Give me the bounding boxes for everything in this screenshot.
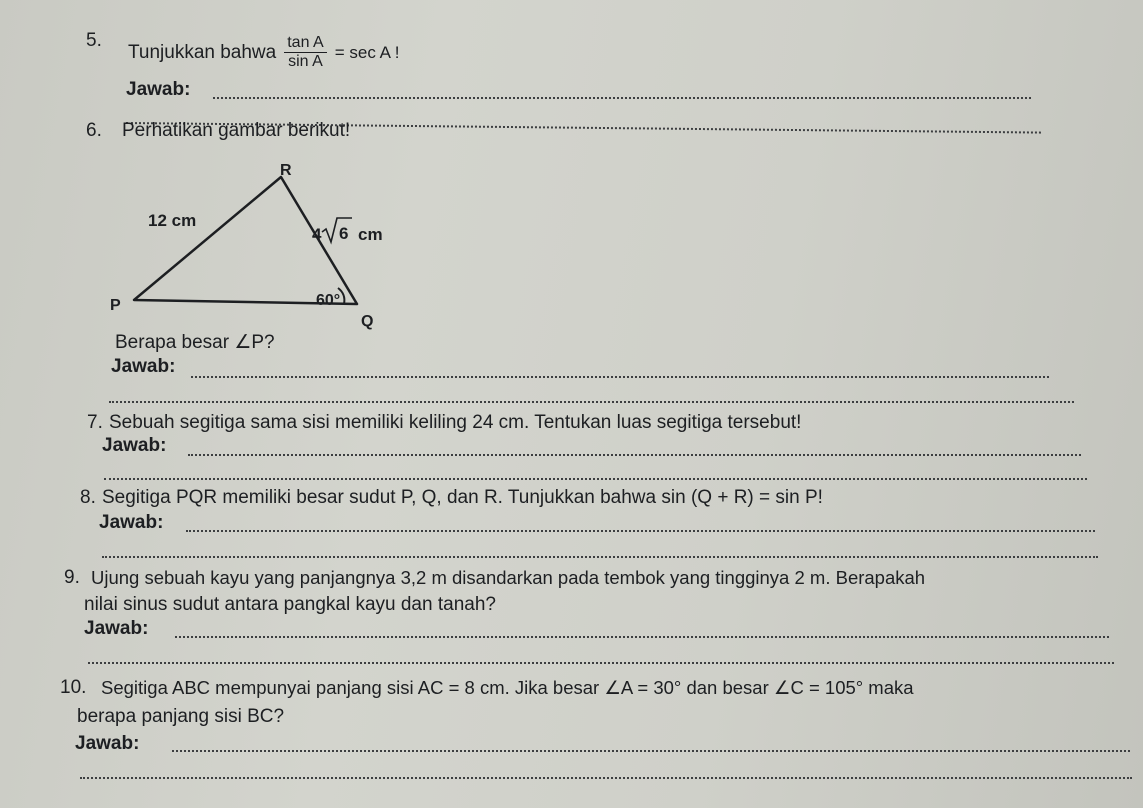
q6-answer-line-1 — [191, 376, 1049, 378]
q5-fraction — [284, 34, 326, 71]
vertex-q-label: Q — [361, 313, 374, 330]
q6-answer-line-2 — [109, 401, 1074, 403]
side-rq-coefficient: 4 — [312, 225, 322, 244]
q6-text: Perhatikan gambar berikut! — [122, 120, 351, 141]
q5-number: 5. — [86, 30, 102, 51]
triangle-figure — [100, 160, 400, 350]
q9-answer-line-1 — [175, 636, 1109, 638]
q9-line-1: Ujung sebuah kayu yang panjangnya 3,2 m disandarkan pada tembok yang tingginya 2 m. Berapakah — [91, 567, 926, 588]
q5-question — [128, 34, 399, 71]
side-rq-unit: cm — [358, 225, 383, 244]
q10-line-1: Segitiga ABC mempunyai panjang sisi AC = 8 cm. Jika besar ∠A = 30° dan besar ∠C = 105° maka — [101, 677, 914, 698]
q7-text: Sebuah segitiga sama sisi memiliki keliling 24 cm. Tentukan luas segitiga tersebut! — [109, 412, 802, 433]
q6-answer-label: Jawab: — [111, 356, 176, 377]
q7-number: 7. — [87, 412, 103, 433]
q9-answer-label: Jawab: — [84, 618, 149, 639]
q5-fraction-denominator: sin A — [288, 53, 323, 70]
q8-number: 8. — [80, 487, 96, 508]
q10-answer-label: Jawab: — [75, 733, 140, 754]
angle-q-label: 60° — [316, 292, 341, 309]
q10-answer-line-2 — [80, 777, 1132, 779]
side-pr-label: 12 cm — [148, 211, 197, 230]
q7-answer-line-2 — [104, 478, 1087, 480]
q10-answer-line-1 — [172, 750, 1130, 752]
q6-question: Berapa besar ∠P? — [115, 332, 275, 353]
triangle-pqr — [134, 177, 357, 304]
q8-answer-line-2 — [102, 556, 1098, 558]
vertex-r-label: R — [280, 162, 292, 179]
q9-number: 9. — [64, 567, 80, 588]
side-rq-radicand: 6 — [339, 224, 349, 243]
q5-text: Tunjukkan bahwa — [128, 41, 277, 63]
q7-answer-line-1 — [188, 454, 1081, 456]
q10-line-2: berapa panjang sisi BC? — [77, 706, 285, 727]
q8-answer-label: Jawab: — [99, 512, 164, 533]
q9-answer-line-2 — [88, 662, 1114, 664]
q5-text-after: = sec A ! — [334, 42, 400, 62]
q8-text: Segitiga PQR memiliki besar sudut P, Q, dan R. Tunjukkan bahwa sin (Q + R) = sin P! — [102, 487, 823, 508]
q5-fraction-numerator: tan A — [284, 34, 326, 53]
q9-line-2: nilai sinus sudut antara pangkal kayu dan tanah? — [84, 594, 496, 615]
q10-number: 10. — [60, 677, 87, 698]
q8-answer-line-1 — [186, 530, 1095, 532]
q5-answer-line-1 — [213, 97, 1031, 99]
q6-number: 6. — [86, 120, 102, 141]
q7-answer-label: Jawab: — [102, 435, 167, 456]
vertex-p-label: P — [110, 297, 121, 314]
q5-answer-label: Jawab: — [126, 79, 191, 100]
